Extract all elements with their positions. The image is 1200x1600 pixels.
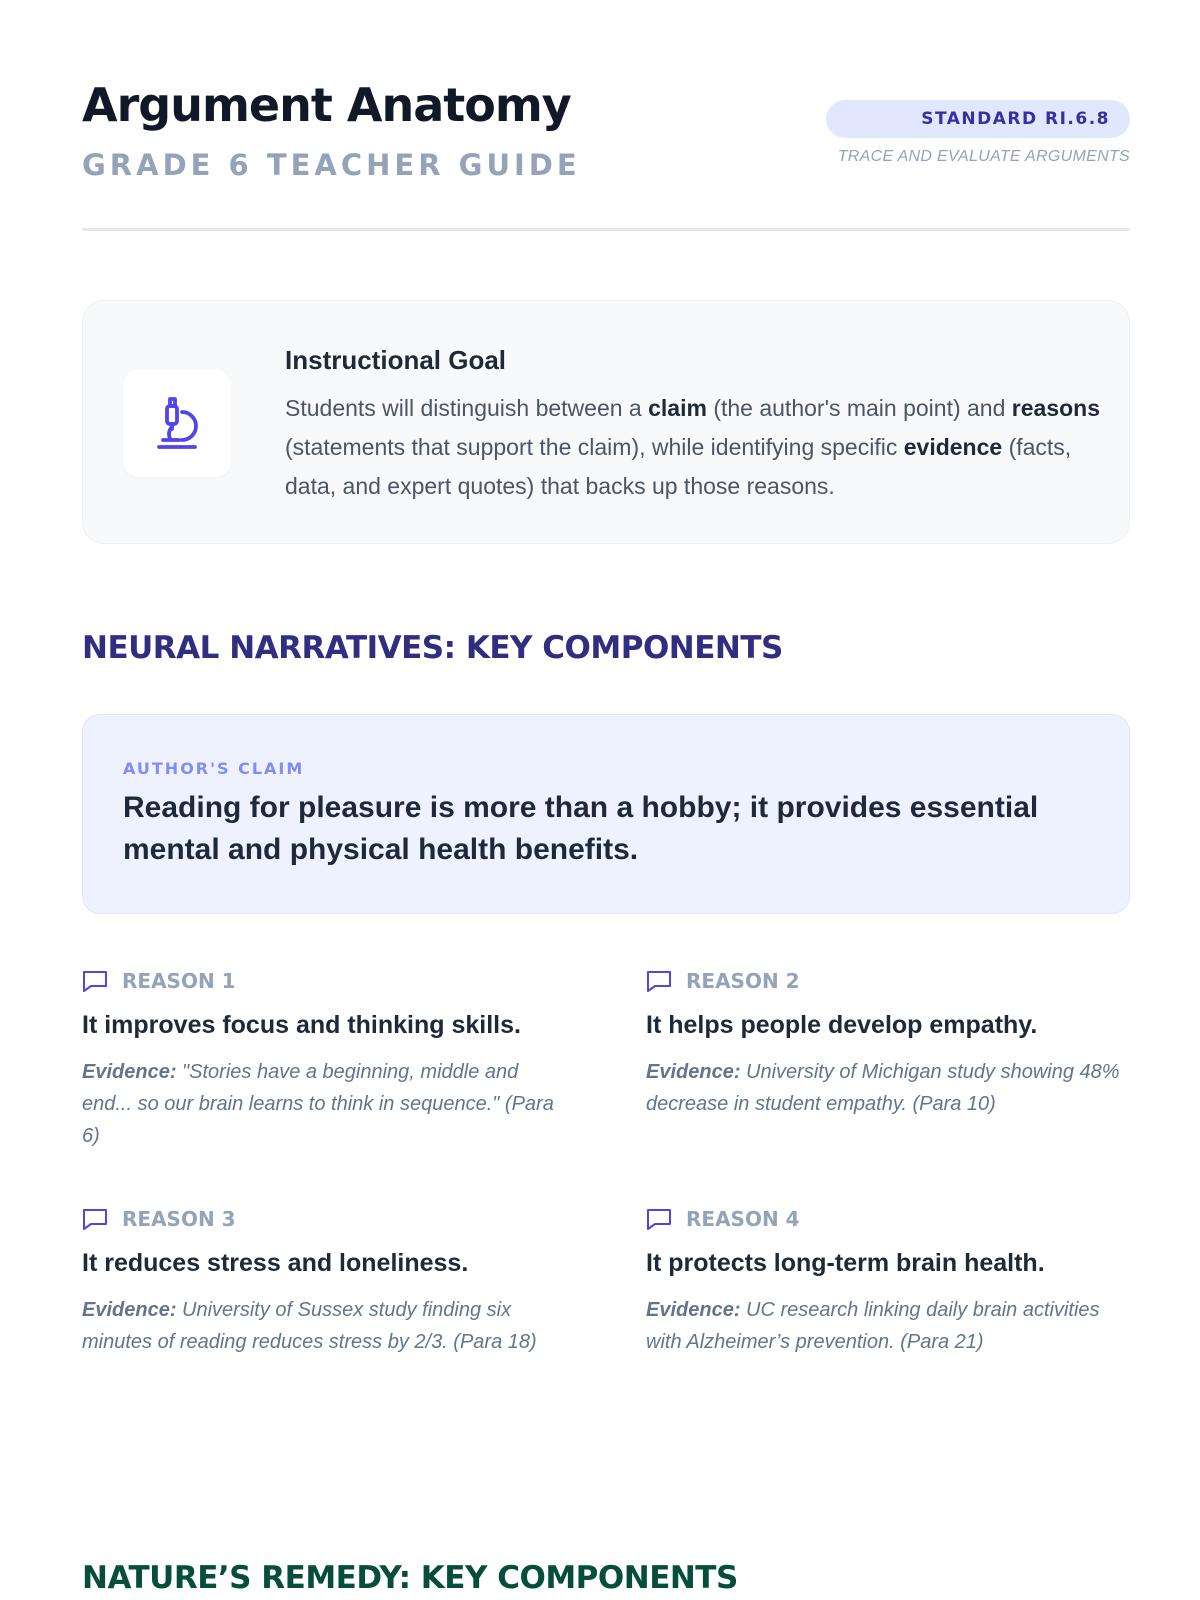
standard-description: TRACE AND EVALUATE ARGUMENTS <box>837 148 1130 165</box>
goal-text-part: (the author's main point) and <box>706 395 1012 421</box>
reason-label: REASON 2 <box>686 969 800 993</box>
section-heading-natures-remedy: NATURE’S REMEDY: KEY COMPONENTS <box>82 1560 738 1596</box>
author-claim-card <box>82 714 1130 914</box>
reason-item <box>82 966 562 1152</box>
reason-item <box>646 966 1126 1120</box>
page-title: Argument Anatomy <box>82 78 571 132</box>
reason-text: It protects long-term brain health. <box>646 1249 1045 1277</box>
reason-text: It reduces stress and loneliness. <box>82 1249 469 1277</box>
claim-text: Reading for pleasure is more than a hobby; it provides essential mental and physical health benefits. <box>123 791 1039 866</box>
page-subtitle: GRADE 6 TEACHER GUIDE <box>82 148 581 182</box>
reason-evidence <box>82 1294 562 1358</box>
reason-label: REASON 3 <box>122 1207 236 1231</box>
goal-term-evidence: evidence <box>903 434 1003 460</box>
goal-text-part: (statements that support the claim), while identifying specific <box>285 434 904 460</box>
evidence-text: "Stories have a beginning, middle and end... so our brain learns to think in sequence." (Para 6) <box>82 1061 554 1147</box>
goal-heading: Instructional Goal <box>285 345 507 375</box>
section-heading-neural-narratives: NEURAL NARRATIVES: KEY COMPONENTS <box>82 630 783 666</box>
reason-evidence <box>646 1294 1126 1358</box>
speech-bubble-icon <box>82 1207 108 1231</box>
goal-icon-container <box>123 369 231 477</box>
reason-header <box>82 966 562 996</box>
claim-label: AUTHOR'S CLAIM <box>123 759 305 778</box>
goal-text-part: Students will distinguish between a <box>285 395 649 421</box>
evidence-label: Evidence: <box>82 1299 177 1321</box>
goal-term-reasons: reasons <box>1011 395 1100 421</box>
goal-description <box>285 389 1105 506</box>
speech-bubble-icon <box>82 969 108 993</box>
reason-evidence <box>82 1056 562 1152</box>
evidence-label: Evidence: <box>646 1061 741 1083</box>
evidence-label: Evidence: <box>646 1299 741 1321</box>
reason-text: It helps people develop empathy. <box>646 1011 1038 1039</box>
reason-header <box>82 1204 562 1234</box>
evidence-label: Evidence: <box>82 1061 177 1083</box>
speech-bubble-icon <box>646 1207 672 1231</box>
reason-item <box>646 1204 1126 1358</box>
goal-term-claim: claim <box>648 395 707 421</box>
reason-header <box>646 1204 1126 1234</box>
instructional-goal-card <box>82 300 1130 544</box>
reason-item <box>82 1204 562 1358</box>
goal-text-part: (facts, data, and expert quotes) that backs up those reasons. <box>285 434 1072 499</box>
microscope-icon <box>153 396 201 450</box>
reason-evidence <box>646 1056 1126 1120</box>
evidence-text: University of Michigan study showing 48% decrease in student empathy. (Para 10) <box>646 1061 1120 1115</box>
standard-badge: STANDARD RI.6.8 <box>826 100 1130 138</box>
reason-header <box>646 966 1126 996</box>
reason-text: It improves focus and thinking skills. <box>82 1011 521 1039</box>
evidence-text: UC research linking daily brain activities with Alzheimer’s prevention. (Para 21) <box>646 1299 1100 1353</box>
reason-label: REASON 1 <box>122 969 236 993</box>
reason-label: REASON 4 <box>686 1207 800 1231</box>
evidence-text: University of Sussex study finding six minutes of reading reduces stress by 2/3. (Para 18) <box>82 1299 537 1353</box>
speech-bubble-icon <box>646 969 672 993</box>
header-divider <box>82 228 1130 231</box>
